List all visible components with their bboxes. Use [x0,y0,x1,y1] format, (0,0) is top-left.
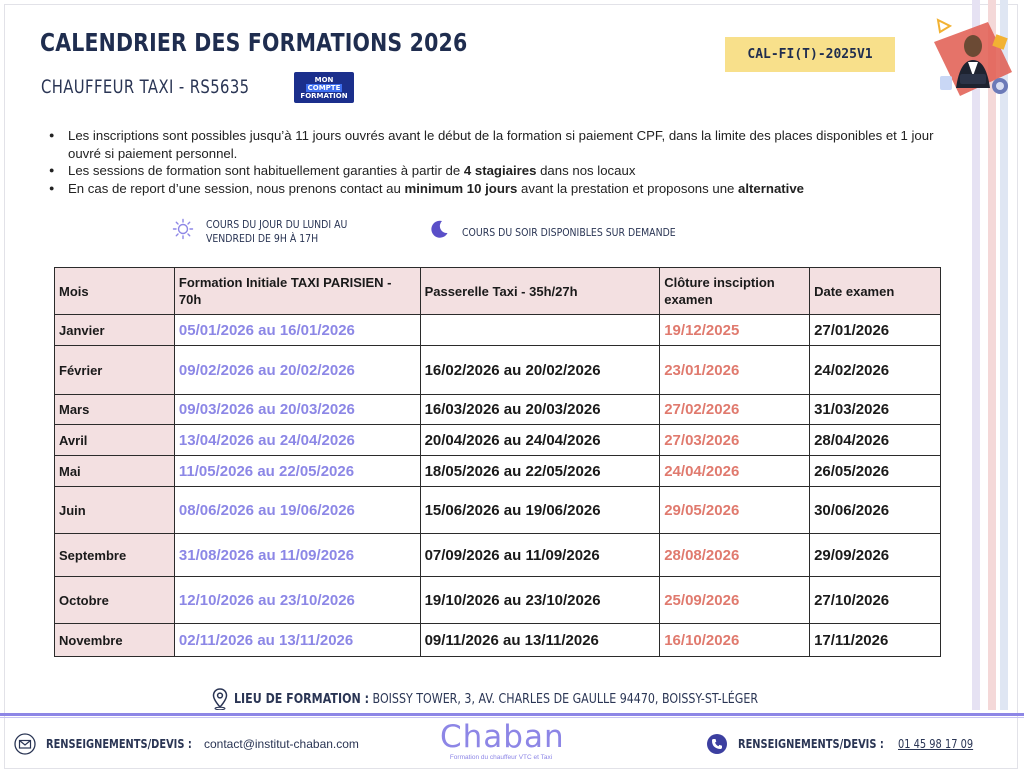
location-label: LIEU DE FORMATION : [234,691,370,707]
cell-month: Février [55,346,175,395]
cpf-logo-line: MON [314,75,334,84]
cell-exam: 26/05/2026 [810,456,941,487]
cell-month: Mai [55,456,175,487]
decorative-stripe [972,0,980,710]
cell-cloture: 19/12/2025 [660,315,810,346]
cell-initial: 12/10/2026 au 23/10/2026 [174,577,420,624]
cell-month: Avril [55,425,175,456]
cpf-logo-line: COMPTE [307,83,341,92]
page-title: CALENDRIER DES FORMATIONS 2026 [40,28,468,57]
table-row [55,315,941,346]
cell-cloture: 29/05/2026 [660,487,810,534]
col-header-passerelle: Passerelle Taxi - 35h/27h [420,268,660,315]
decorative-stripe [1000,0,1008,710]
person-with-laptop-illustration [930,16,1016,102]
cell-exam: 27/01/2026 [810,315,941,346]
map-pin-icon [212,688,228,710]
cell-initial: 11/05/2026 au 22/05/2026 [174,456,420,487]
cell-passerelle: 16/03/2026 au 20/03/2026 [420,395,660,425]
cell-passerelle [420,315,660,346]
cell-passerelle: 07/09/2026 au 11/09/2026 [420,534,660,577]
bullet-emphasis: 4 stagiaires [463,163,537,178]
col-header-initial: Formation Initiale TAXI PARISIEN - 70h [174,268,420,315]
cell-cloture: 23/01/2026 [660,346,810,395]
cell-month: Mars [55,395,175,425]
table-row [55,534,941,577]
evening-courses-text: COURS DU SOIR DISPONIBLES SUR DEMANDE [462,226,676,239]
cell-initial: 13/04/2026 au 24/04/2026 [174,425,420,456]
phone-icon [706,733,728,755]
cell-initial: 05/01/2026 au 16/01/2026 [174,315,420,346]
cell-initial: 09/03/2026 au 20/03/2026 [174,395,420,425]
brand-tagline: Formation du chauffeur VTC et Taxi [449,754,553,761]
cell-passerelle: 09/11/2026 au 13/11/2026 [420,624,660,657]
cell-initial: 09/02/2026 au 20/02/2026 [174,346,420,395]
cell-exam: 28/04/2026 [810,425,941,456]
cell-passerelle: 15/06/2026 au 19/06/2026 [420,487,660,534]
cpf-logo-line: FORMATION [300,91,348,100]
bullet-item [48,180,948,198]
bullet-text: avant la prestation et proposons une [517,180,739,196]
day-courses-info [172,218,396,246]
email-label: RENSEIGNEMENTS/DEVIS : [46,737,192,751]
training-location [212,688,873,710]
reference-badge: CAL-FI(T)-2025V1 [725,37,895,72]
col-header-exam: Date examen [810,268,941,315]
phone-label: RENSEIGNEMENTS/DEVIS : [738,737,884,751]
bullet-item [48,162,948,180]
cell-passerelle: 19/10/2026 au 23/10/2026 [420,577,660,624]
table-row [55,577,941,624]
bullet-emphasis: alternative [738,180,805,196]
bullet-emphasis: minimum 10 jours [404,180,518,196]
table-row [55,395,941,425]
cell-passerelle: 16/02/2026 au 20/02/2026 [420,346,660,395]
table-row [55,456,941,487]
brand-name: Chaban [440,719,565,755]
bullet-text: En cas de report d’une session, nous prenons contact au [68,180,405,196]
cell-exam: 31/03/2026 [810,395,941,425]
footer-divider [0,713,1024,716]
cell-month: Juin [55,487,175,534]
info-bullet-list [48,127,948,197]
col-header-month: Mois [55,268,175,315]
bullet-item [48,127,948,162]
col-header-cloture: Clôture insciption examen [660,268,810,315]
footer-divider [0,717,1024,718]
cell-exam: 17/11/2026 [810,624,941,657]
bullet-text: Les inscriptions sont possibles jusqu’à 11 jours ouvrés avant le début de la formation si paiement CPF, dans la limite des places disponibles et 1 jour ouvré si paiement personnel. [68,128,934,161]
phone-link[interactable]: 01 45 98 17 09 [898,737,974,751]
cell-cloture: 27/02/2026 [660,395,810,425]
decorative-stripe [988,0,996,710]
cell-passerelle: 20/04/2026 au 24/04/2026 [420,425,660,456]
page-subtitle: CHAUFFEUR TAXI - RS5635 [41,76,250,98]
email-link[interactable]: contact@institut-chaban.com [204,737,359,751]
mail-icon [14,733,36,755]
cell-cloture: 27/03/2026 [660,425,810,456]
cell-cloture: 25/09/2026 [660,577,810,624]
cell-month: Octobre [55,577,175,624]
table-row [55,624,941,657]
cell-exam: 27/10/2026 [810,577,941,624]
cell-cloture: 28/08/2026 [660,534,810,577]
training-schedule-table [54,267,941,657]
day-courses-text: COURS DU JOUR DU LUNDI AU VENDREDI DE 9H À 17H [206,218,348,245]
cell-exam: 29/09/2026 [810,534,941,577]
cell-cloture: 16/10/2026 [660,624,810,657]
cell-passerelle: 18/05/2026 au 22/05/2026 [420,456,660,487]
cell-month: Novembre [55,624,175,657]
table-row [55,425,941,456]
cell-cloture: 24/04/2026 [660,456,810,487]
evening-courses-info [428,218,742,240]
cell-exam: 24/02/2026 [810,346,941,395]
location-address: BOISSY TOWER, 3, AV. CHARLES DE GAULLE 94470, BOISSY-ST-LÉGER [372,691,759,707]
cell-initial: 31/08/2026 au 11/09/2026 [174,534,420,577]
cell-initial: 08/06/2026 au 19/06/2026 [174,487,420,534]
moon-icon [428,218,450,240]
table-header-row [55,268,941,315]
table-row [55,346,941,395]
cell-initial: 02/11/2026 au 13/11/2026 [174,624,420,657]
footer-phone [706,733,990,755]
bullet-text: Les sessions de formation sont habituellement garanties à partir de [68,163,464,178]
chaban-logo [440,719,565,762]
cell-month: Janvier [55,315,175,346]
bullet-text: dans nos locaux [536,163,636,178]
cell-exam: 30/06/2026 [810,487,941,534]
table-row [55,487,941,534]
cell-month: Septembre [55,534,175,577]
sun-icon [172,218,194,240]
mon-compte-formation-logo [294,72,354,103]
footer-email [14,733,359,755]
